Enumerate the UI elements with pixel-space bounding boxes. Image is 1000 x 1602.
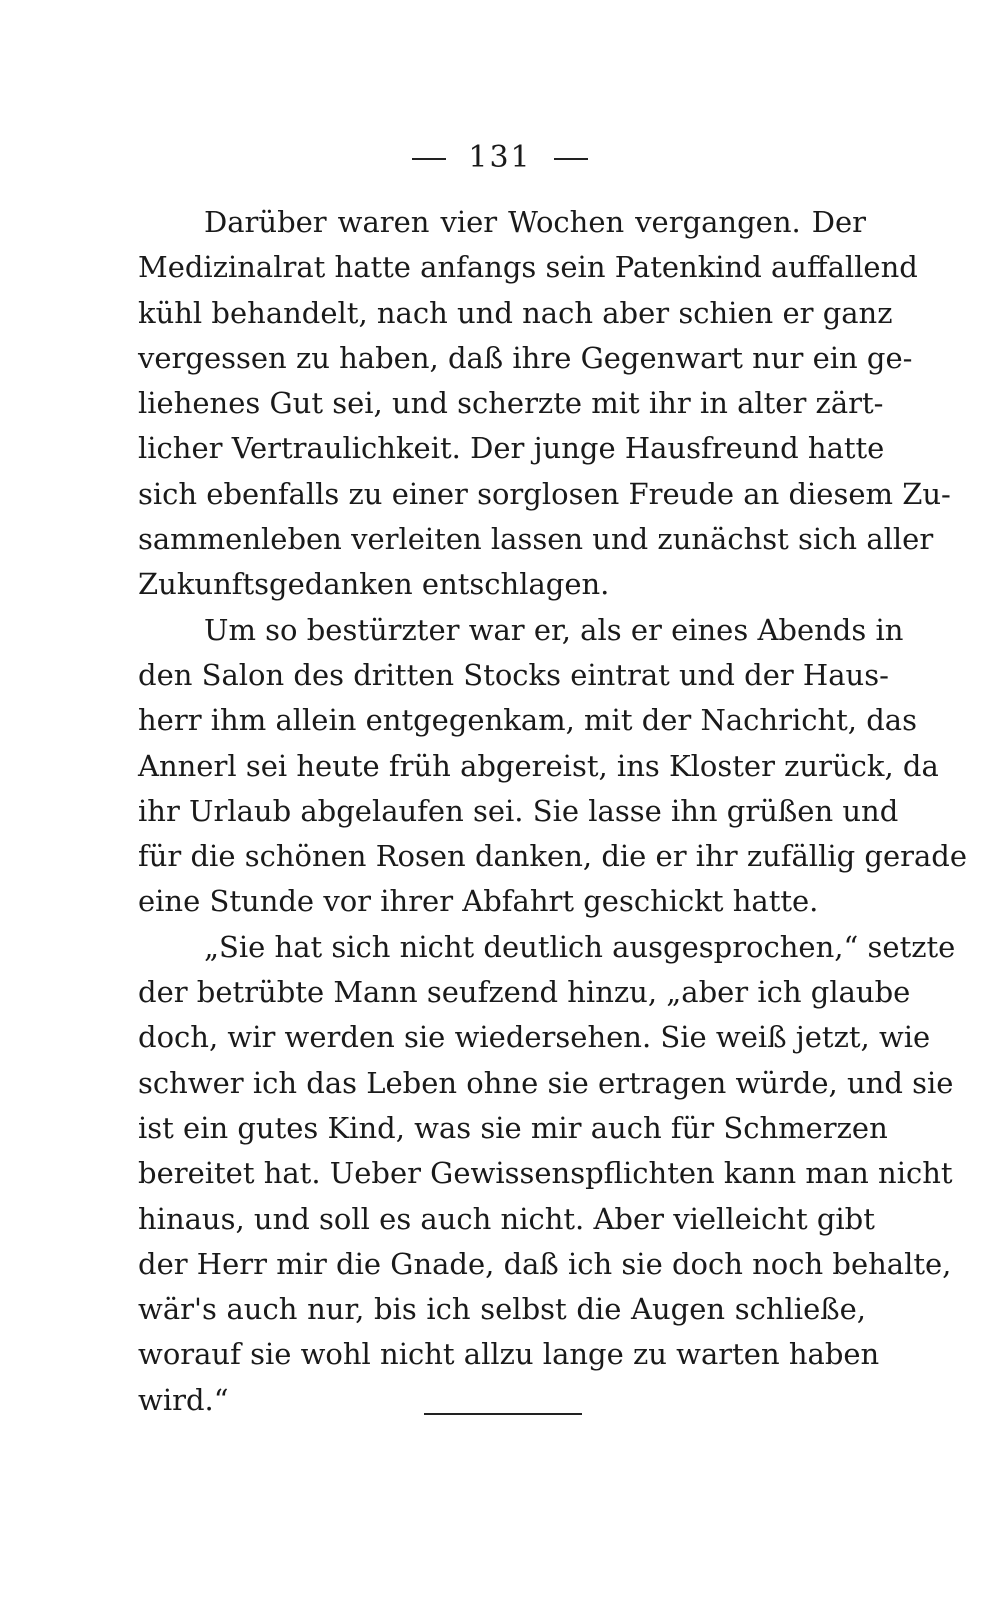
text-line: ist ein gutes Kind, was sie mir auch für Schmerzen: [138, 1110, 888, 1145]
header-dash-right: [554, 158, 588, 160]
text-line: doch, wir werden sie wiedersehen. Sie weiß jetzt, wie: [138, 1020, 931, 1055]
text-line: eine Stunde vor ihrer Abfahrt geschickt hatte.: [138, 884, 819, 919]
text-line: Um so bestürzter war er, als er eines Abends in: [204, 612, 904, 647]
text-line: kühl behandelt, nach und nach aber schien er ganz: [138, 295, 893, 330]
text-line: der Herr mir die Gnade, daß ich sie doch noch behalte,: [138, 1246, 952, 1281]
text-line: Darüber waren vier Wochen vergangen. Der: [204, 205, 866, 239]
text-line: licher Vertraulichkeit. Der junge Hausfreund hatte: [138, 431, 885, 466]
text-line: wird.“: [138, 1382, 229, 1417]
text-line: schwer ich das Leben ohne sie ertragen würde, und sie: [138, 1065, 954, 1100]
text-line: wär's auch nur, bis ich selbst die Augen schließe,: [138, 1292, 866, 1327]
text-line: für die schönen Rosen danken, die er ihr zufällig gerade: [138, 839, 968, 874]
text-line: sich ebenfalls zu einer sorglosen Freude an diesem Zu-: [138, 476, 951, 511]
text-line: bereitet hat. Ueber Gewissenspflichten kann man nicht: [138, 1156, 953, 1191]
text-line: ihr Urlaub abgelaufen sei. Sie lasse ihn grüßen und: [138, 793, 899, 828]
text-line: vergessen zu haben, daß ihre Gegenwart nur ein ge-: [138, 340, 913, 375]
page-header: [0, 140, 1000, 175]
text-line: worauf sie wohl nicht allzu lange zu warten haben: [138, 1337, 880, 1372]
text-line: den Salon des dritten Stocks eintrat und der Haus-: [138, 657, 889, 692]
text-line: Medizinalrat hatte anfangs sein Patenkind auffallend: [138, 250, 918, 285]
text-line: herr ihm allein entgegenkam, mit der Nachricht, das: [138, 703, 917, 738]
text-line: hinaus, und soll es auch nicht. Aber vielleicht gibt: [138, 1201, 875, 1236]
page-number: 131: [468, 140, 532, 175]
end-rule-divider: [424, 1413, 582, 1415]
text-line: Zukunftsgedanken entschlagen.: [138, 567, 610, 602]
body-text: [138, 200, 968, 1423]
text-line: sammenleben verleiten lassen und zunächst sich aller: [138, 522, 934, 557]
text-line: Annerl sei heute früh abgereist, ins Kloster zurück, da: [138, 748, 939, 783]
header-dash-left: [412, 158, 446, 160]
text-line: der betrübte Mann seufzend hinzu, „aber ich glaube: [138, 975, 911, 1010]
text-line: liehenes Gut sei, und scherzte mit ihr in alter zärt-: [138, 386, 884, 421]
text-line: „Sie hat sich nicht deutlich ausgesprochen,“ setzte: [204, 929, 956, 964]
